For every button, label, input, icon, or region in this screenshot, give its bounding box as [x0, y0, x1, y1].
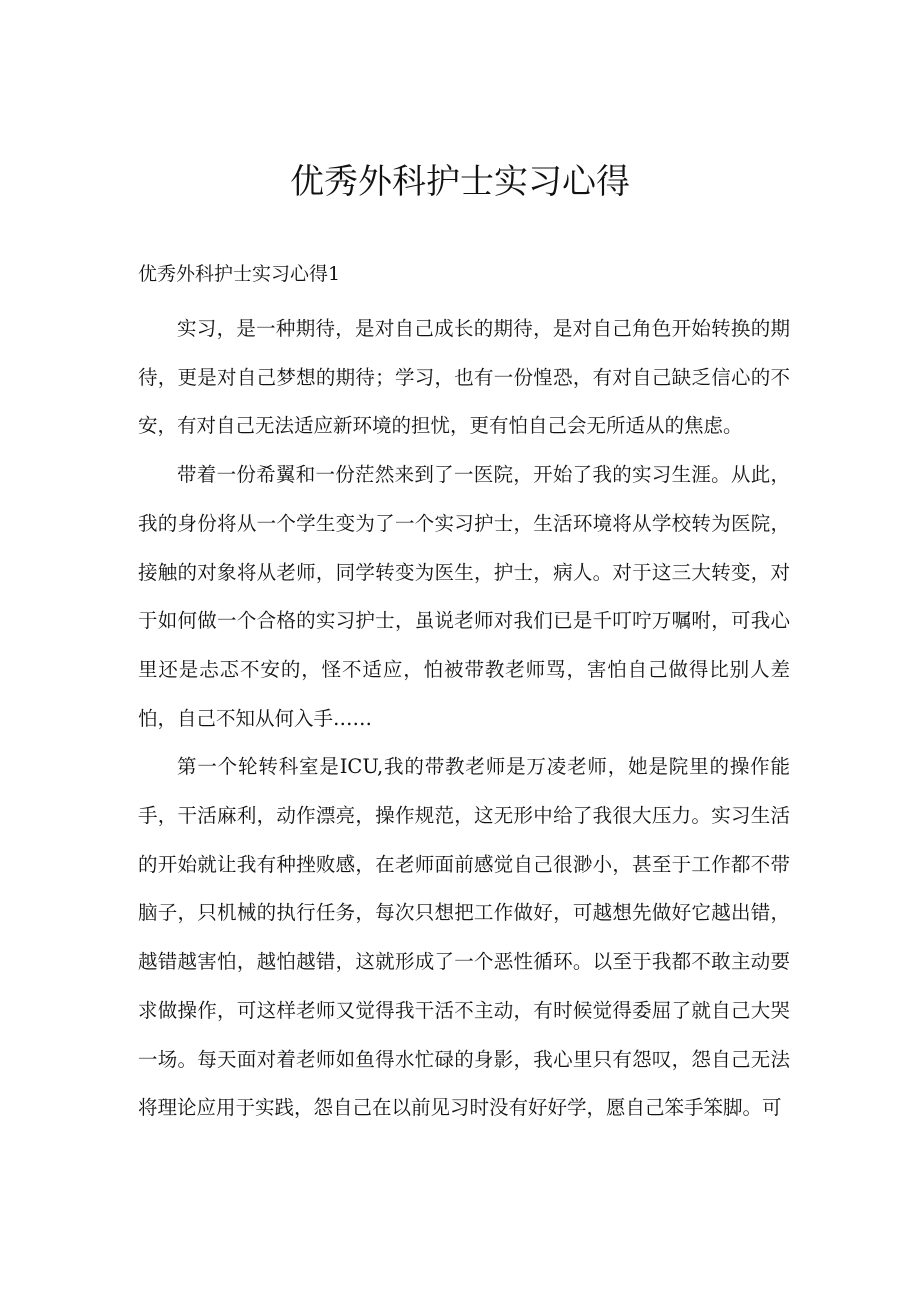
paragraph: 实习，是一种期待，是对自己成长的期待，是对自己角色开始转换的期待，更是对自己梦想的期待；学习，也有一份惶恐，有对自己缺乏信心的不安，有对自己无法适应新环境的担忧，更有怕自己会无所适从的焦虑。	[138, 317, 790, 438]
document-title: 优秀外科护士实习心得	[290, 162, 630, 202]
document-body	[138, 305, 790, 1133]
paragraph: 带着一份希翼和一份茫然来到了一医院，开始了我的实习生涯。从此，我的身份将从一个学生变为了一个实习护士，生活环境将从学校转为医院，接触的对象将从老师，同学转变为医生，护士，病人。对于这三大转变，对于如何做一个合格的实习护士，虽说老师对我们已是千叮咛万嘱咐，可我心里还是忐忑不安的，怪不适应，怕被带教老师骂，害怕自己做得比别人差怕，自己不知从何入手……	[138, 463, 790, 730]
paragraph: 第一个轮转科室是ICU,我的带教老师是万凌老师，她是院里的操作能手，干活麻利，动作漂亮，操作规范，这无形中给了我很大压力。实习生活的开始就让我有种挫败感，在老师面前感觉自己很渺小，甚至于工作都不带脑子，只机械的执行任务，每次只想把工作做好，可越想先做好它越出错，越错越害怕，越怕越错，这就形成了一个恶性循环。以至于我都不敢主动要求做操作，可这样老师又觉得我干活不主动，有时候觉得委屈了就自己大哭一场。每天面对着老师如鱼得水忙碌的身影，我心里只有怨叹，怨自己无法将理论应用于实践，怨自己在以前见习时没有好好学，愿自己笨手笨脚。可	[138, 755, 790, 1120]
section-heading: 优秀外科护士实习心得1	[138, 263, 341, 285]
